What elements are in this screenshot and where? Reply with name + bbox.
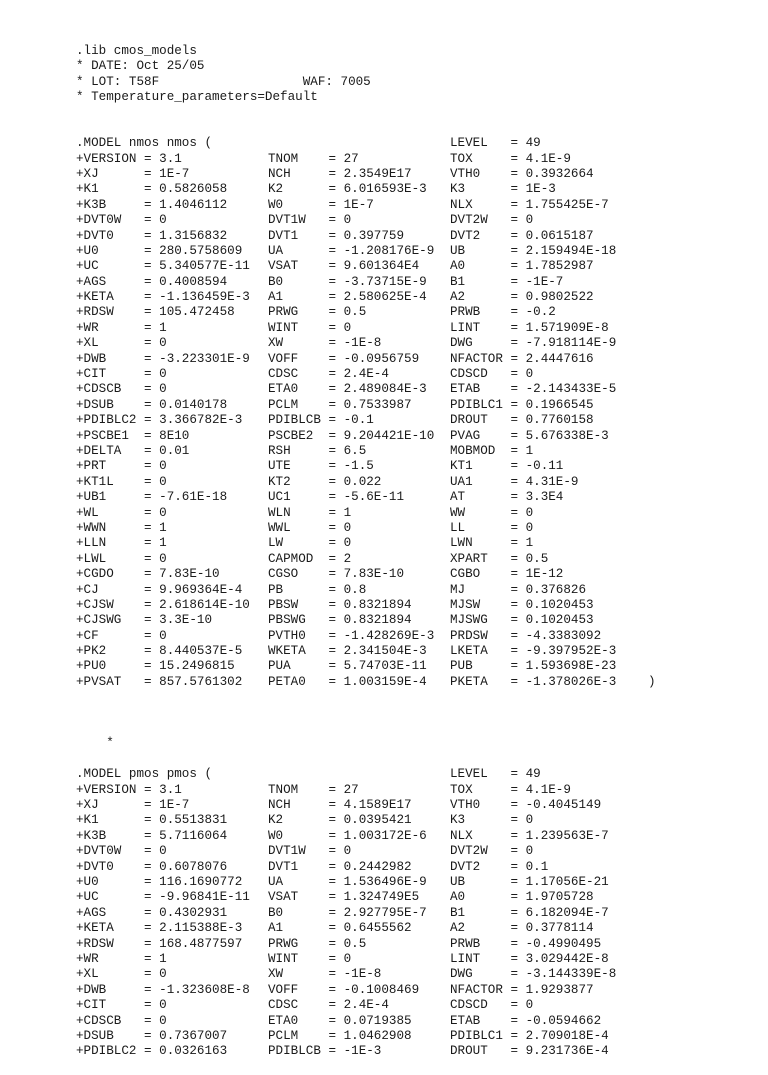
parameter-col-2: UA = -1.208176E-9 (268, 243, 435, 258)
parameter-col-2: ETA0 = 2.489084E-3 (268, 382, 427, 397)
parameter-col-3: PUB = 1.593698E-23 (450, 659, 617, 674)
parameter-row (76, 351, 594, 367)
parameter-col-2: PSCBE2 = 9.204421E-10 (268, 428, 435, 443)
pmos-model-header (76, 767, 541, 782)
parameter-col-3: NLX = 1.755425E-7 (450, 197, 609, 212)
nmos-model-header (76, 136, 541, 151)
parameter-col-3: XPART = 0.5 (450, 551, 549, 566)
header-line: * LOT: T58F WAF: 7005 (76, 74, 371, 89)
parameter-row (76, 828, 609, 844)
parameter-col-1: +WWN = 1 (76, 520, 167, 535)
parameter-col-3: PRDSW = -4.3383092 (450, 628, 602, 643)
parameter-col-2: TNOM = 27 (268, 782, 359, 797)
parameter-col-3: PDIBLC1 = 2.709018E-4 (450, 1028, 609, 1043)
parameter-col-1: +K1 = 0.5513831 (76, 813, 228, 828)
parameter-col-3: LINT = 3.029442E-8 (450, 951, 609, 966)
parameter-col-2: PRWG = 0.5 (268, 936, 367, 951)
parameter-col-2: PCLM = 0.7533987 (268, 397, 412, 412)
parameter-col-2: DVT1 = 0.2442982 (268, 859, 412, 874)
model-level: LEVEL = 49 (450, 767, 541, 782)
parameter-col-1: +PSCBE1 = 8E10 (76, 428, 190, 443)
parameter-col-2: B0 = -3.73715E-9 (268, 274, 427, 289)
parameter-row (76, 336, 617, 351)
parameter-col-2: VSAT = 9.601364E4 (268, 259, 420, 274)
parameter-col-1: +WR = 1 (76, 320, 167, 335)
parameter-col-3: ETAB = -0.0594662 (450, 1013, 602, 1028)
parameter-row (76, 166, 594, 182)
parameter-col-3: PKETA = -1.378026E-3 (450, 674, 617, 689)
parameter-row (76, 243, 617, 259)
parameter-row (76, 197, 609, 213)
parameter-col-3: B1 = 6.182094E-7 (450, 905, 609, 920)
parameter-row (76, 659, 617, 674)
parameter-col-3: DVT2 = 0.0615187 (450, 228, 594, 243)
parameter-col-1: +PK2 = 8.440537E-5 (76, 644, 243, 659)
parameter-col-2: VOFF = -0.1008469 (268, 982, 420, 997)
model-declaration: .MODEL pmos pmos ( (76, 767, 213, 782)
parameter-col-1: +UC = -9.96841E-11 (76, 890, 250, 905)
parameter-col-1: +WR = 1 (76, 951, 167, 966)
parameter-col-3: NFACTOR = 2.4447616 (450, 351, 594, 366)
parameter-col-1: +PRT = 0 (76, 459, 167, 474)
parameter-col-3: LKETA = -9.397952E-3 (450, 644, 617, 659)
parameter-col-2: ETA0 = 0.0719385 (268, 1013, 412, 1028)
parameter-row (76, 320, 609, 336)
parameter-col-3: KT1 = -0.11 (450, 459, 564, 474)
parameter-col-1: +CDSCB = 0 (76, 1013, 167, 1028)
parameter-col-2: B0 = 2.927795E-7 (268, 905, 427, 920)
parameter-row (76, 859, 549, 875)
separator-text: * (106, 736, 114, 751)
parameter-row (76, 505, 534, 521)
parameter-col-1: +KETA = -1.136459E-3 (76, 290, 250, 305)
parameter-row (76, 921, 594, 936)
parameter-row (76, 613, 594, 628)
parameter-col-2: UC1 = -5.6E-11 (268, 490, 405, 505)
parameter-col-1: +KETA = 2.115388E-3 (76, 921, 243, 936)
parameter-row (76, 890, 594, 905)
parameter-col-2: LW = 0 (268, 536, 352, 551)
parameter-row (76, 536, 534, 551)
parameter-col-3: A0 = 1.9705728 (450, 890, 594, 905)
parameter-row (76, 413, 594, 428)
parameter-col-1: +K3B = 1.4046112 (76, 197, 228, 212)
parameter-col-2: WLN = 1 (268, 505, 352, 520)
parameter-col-1: +DVT0W = 0 (76, 844, 167, 859)
parameter-row (76, 798, 602, 813)
parameter-col-3: PRWB = -0.4990495 (450, 936, 602, 951)
model-declaration: .MODEL nmos nmos ( (76, 136, 213, 151)
parameter-col-1: +RDSW = 105.472458 (76, 305, 235, 320)
parameter-col-1: +AGS = 0.4008594 (76, 274, 228, 289)
parameter-row (76, 290, 594, 305)
parameter-row (76, 382, 617, 397)
parameter-col-3: PRWB = -0.2 (450, 305, 556, 320)
parameter-col-3: VTH0 = 0.3932664 (450, 166, 594, 181)
parameter-col-3: NLX = 1.239563E-7 (450, 828, 609, 843)
parameter-row (76, 459, 564, 474)
parameter-col-3: UB = 1.17056E-21 (450, 875, 609, 889)
parameter-row (76, 844, 534, 859)
parameter-col-3: MJ = 0.376826 (450, 582, 587, 597)
parameter-row (76, 875, 609, 890)
parameter-col-3: CGBO = 1E-12 (450, 567, 564, 582)
parameter-col-3: MJSW = 0.1020453 (450, 597, 594, 612)
parameter-col-2: WWL = 0 (268, 520, 352, 535)
parameter-col-2: VOFF = -0.0956759 (268, 351, 420, 366)
parameter-col-2: WKETA = 2.341504E-3 (268, 644, 427, 659)
parameter-col-2: PBSWG = 0.8321894 (268, 613, 412, 628)
pmos-model-block (76, 767, 617, 1059)
parameter-col-3: B1 = -1E-7 (450, 274, 564, 289)
file-header (76, 44, 371, 106)
parameter-col-2: PETA0 = 1.003159E-4 (268, 674, 427, 689)
parameter-col-2: CDSC = 2.4E-4 (268, 998, 389, 1013)
parameter-col-1: +RDSW = 168.4877597 (76, 936, 243, 951)
parameter-col-1: +CJSW = 2.618614E-10 (76, 597, 250, 612)
parameter-col-1: +CJ = 9.969364E-4 (76, 582, 243, 597)
parameter-col-3: TOX = 4.1E-9 (450, 151, 571, 166)
parameter-row (76, 1044, 609, 1059)
parameter-col-3: A2 = 0.9802522 (450, 290, 594, 305)
parameter-col-3: CDSCD = 0 (450, 367, 534, 382)
parameter-col-2: PCLM = 1.0462908 (268, 1028, 412, 1043)
parameter-col-1: +U0 = 116.1690772 (76, 875, 243, 889)
parameter-col-2: DVT1W = 0 (268, 844, 352, 859)
parameter-row (76, 182, 556, 197)
parameter-col-2: PDIBLCB = -1E-3 (268, 1044, 382, 1059)
parameter-col-3: LINT = 1.571909E-8 (450, 320, 609, 335)
parameter-col-1: +DVT0 = 1.3156832 (76, 228, 228, 243)
parameter-col-2: W0 = 1E-7 (268, 197, 374, 212)
parameter-col-1: +XJ = 1E-7 (76, 166, 190, 181)
parameter-row (76, 1028, 609, 1044)
parameter-col-2: PUA = 5.74703E-11 (268, 659, 427, 674)
parameter-row (76, 582, 587, 598)
parameter-row (76, 228, 594, 244)
parameter-col-1: +CF = 0 (76, 628, 167, 643)
parameter-row (76, 936, 602, 952)
parameter-col-1: +DWB = -1.323608E-8 (76, 982, 250, 997)
parameter-col-3: A0 = 1.7852987 (450, 259, 594, 274)
parameter-row (76, 567, 564, 582)
parameter-col-2: PB = 0.8 (268, 582, 367, 597)
parameter-col-2: A1 = 2.580625E-4 (268, 290, 427, 305)
parameter-col-1: +K1 = 0.5826058 (76, 182, 228, 197)
parameter-col-2: TNOM = 27 (268, 151, 359, 166)
parameter-col-2: NCH = 2.3549E17 (268, 166, 412, 181)
parameter-row (76, 1013, 602, 1029)
parameter-col-2: NCH = 4.1589E17 (268, 798, 412, 813)
parameter-row (76, 597, 594, 613)
parameter-col-1: +KT1L = 0 (76, 474, 167, 489)
parameter-col-3: VTH0 = -0.4045149 (450, 798, 602, 813)
parameter-col-1: +XJ = 1E-7 (76, 798, 190, 813)
parameter-col-3: UA1 = 4.31E-9 (450, 474, 579, 489)
spice-model-document (76, 13, 656, 1075)
parameter-row (76, 274, 564, 290)
parameter-col-2: CGSO = 7.83E-10 (268, 567, 405, 582)
parameter-row (76, 151, 571, 167)
parameter-col-1: +LWL = 0 (76, 551, 167, 566)
parameter-col-3: A2 = 0.3778114 (450, 921, 594, 936)
parameter-col-3: TOX = 4.1E-9 (450, 782, 571, 797)
parameter-col-1: +UC = 5.340577E-11 (76, 259, 250, 274)
parameter-col-1: +CGDO = 7.83E-10 (76, 567, 220, 582)
parameter-row (76, 813, 534, 828)
parameter-col-1: +CDSCB = 0 (76, 382, 167, 397)
parameter-col-2: DVT1W = 0 (268, 213, 352, 228)
parameter-col-3: UB = 2.159494E-18 (450, 243, 617, 258)
parameter-col-1: +VERSION = 3.1 (76, 151, 182, 166)
parameter-col-1: +DSUB = 0.0140178 (76, 397, 228, 412)
parameter-col-3: WW = 0 (450, 505, 534, 520)
parameter-col-3: DWG = -7.918114E-9 (450, 336, 617, 351)
parameter-col-1: +PDIBLC2 = 0.0326163 (76, 1044, 228, 1059)
parameter-col-3: ETAB = -2.143433E-5 (450, 382, 617, 397)
parameter-col-2: K2 = 6.016593E-3 (268, 182, 427, 197)
parameter-col-1: +DSUB = 0.7367007 (76, 1028, 228, 1043)
parameter-row (76, 428, 609, 444)
parameter-col-2: VSAT = 1.324749E5 (268, 890, 420, 905)
parameter-col-3: CDSCD = 0 (450, 998, 534, 1013)
parameter-col-2: K2 = 0.0395421 (268, 813, 412, 828)
parameter-row (76, 951, 609, 967)
parameter-row (76, 520, 534, 536)
parameter-col-3: PDIBLC1 = 0.1966545 (450, 397, 594, 412)
parameter-row (76, 998, 534, 1013)
parameter-col-1: +UB1 = -7.61E-18 (76, 490, 228, 505)
parameter-col-1: +U0 = 280.5758609 (76, 243, 243, 258)
closing-paren: ) (648, 674, 656, 689)
parameter-col-3: PVAG = 5.676338E-3 (450, 428, 609, 443)
parameter-col-2: WINT = 0 (268, 951, 352, 966)
parameter-col-2: DVT1 = 0.397759 (268, 228, 405, 243)
parameter-col-1: +WL = 0 (76, 505, 167, 520)
parameter-col-2: XW = -1E-8 (268, 336, 382, 351)
parameter-col-1: +DELTA = 0.01 (76, 444, 190, 458)
parameter-col-1: +DWB = -3.223301E-9 (76, 351, 250, 366)
parameter-col-1: +K3B = 5.7116064 (76, 828, 228, 843)
parameter-row (76, 474, 579, 490)
separator-line (76, 721, 371, 751)
parameter-row (76, 644, 617, 659)
parameter-col-2: PDIBLCB = -0.1 (268, 413, 374, 428)
parameter-row (76, 551, 549, 567)
parameter-row (76, 213, 534, 228)
parameter-col-3: DROUT = 9.231736E-4 (450, 1044, 609, 1059)
parameter-col-3: K3 = 0 (450, 813, 534, 828)
parameter-col-1: +VERSION = 3.1 (76, 782, 182, 797)
parameter-row (76, 444, 534, 459)
parameter-col-3: K3 = 1E-3 (450, 182, 556, 197)
parameter-row (76, 628, 602, 644)
header-line: * DATE: Oct 25/05 (76, 59, 205, 74)
parameter-col-2: XW = -1E-8 (268, 967, 382, 982)
parameter-col-1: +XL = 0 (76, 336, 167, 351)
parameter-row (76, 674, 656, 690)
parameter-col-3: LL = 0 (450, 520, 534, 535)
parameter-col-1: +DVT0 = 0.6078076 (76, 859, 228, 874)
parameter-col-3: LWN = 1 (450, 536, 534, 551)
parameter-row (76, 782, 571, 798)
parameter-col-2: PBSW = 0.8321894 (268, 597, 412, 612)
parameter-col-1: +CJSWG = 3.3E-10 (76, 613, 213, 628)
parameter-col-2: RSH = 6.5 (268, 444, 367, 458)
parameter-col-3: DROUT = 0.7760158 (450, 413, 594, 428)
parameter-col-1: +CIT = 0 (76, 998, 167, 1013)
parameter-row (76, 967, 617, 982)
parameter-row (76, 397, 594, 413)
parameter-col-3: MOBMOD = 1 (450, 444, 534, 458)
parameter-col-2: W0 = 1.003172E-6 (268, 828, 427, 843)
parameter-col-1: +DVT0W = 0 (76, 213, 167, 228)
parameter-col-3: AT = 3.3E4 (450, 490, 564, 505)
parameter-col-2: UA = 1.536496E-9 (268, 875, 427, 889)
parameter-row (76, 982, 594, 998)
parameter-col-3: DWG = -3.144339E-8 (450, 967, 617, 982)
parameter-col-1: +PVSAT = 857.5761302 (76, 674, 243, 689)
header-line: * Temperature_parameters=Default (76, 89, 318, 104)
parameter-col-1: +CIT = 0 (76, 367, 167, 382)
nmos-model-block (76, 136, 656, 690)
parameter-col-1: +LLN = 1 (76, 536, 167, 551)
parameter-col-2: A1 = 0.6455562 (268, 921, 412, 936)
parameter-col-1: +XL = 0 (76, 967, 167, 982)
parameter-col-1: +AGS = 0.4302931 (76, 905, 228, 920)
parameter-col-2: KT2 = 0.022 (268, 474, 382, 489)
parameter-col-2: WINT = 0 (268, 320, 352, 335)
parameter-col-3: MJSWG = 0.1020453 (450, 613, 594, 628)
parameter-col-2: CDSC = 2.4E-4 (268, 367, 389, 382)
parameter-row (76, 905, 609, 921)
parameter-row (76, 367, 534, 382)
header-line: .lib cmos_models (76, 43, 197, 58)
parameter-col-1: +PDIBLC2 = 3.366782E-3 (76, 413, 243, 428)
parameter-row (76, 490, 564, 505)
parameter-col-2: UTE = -1.5 (268, 459, 374, 474)
parameter-row (76, 305, 556, 320)
parameter-col-3: DVT2W = 0 (450, 844, 534, 859)
parameter-col-1: +PU0 = 15.2496815 (76, 659, 235, 674)
parameter-col-2: PVTH0 = -1.428269E-3 (268, 628, 435, 643)
parameter-col-2: PRWG = 0.5 (268, 305, 367, 320)
parameter-col-3: DVT2 = 0.1 (450, 859, 549, 874)
model-level: LEVEL = 49 (450, 136, 541, 151)
parameter-row (76, 259, 594, 274)
parameter-col-2: CAPMOD = 2 (268, 551, 352, 566)
parameter-col-3: DVT2W = 0 (450, 213, 534, 228)
parameter-col-3: NFACTOR = 1.9293877 (450, 982, 594, 997)
